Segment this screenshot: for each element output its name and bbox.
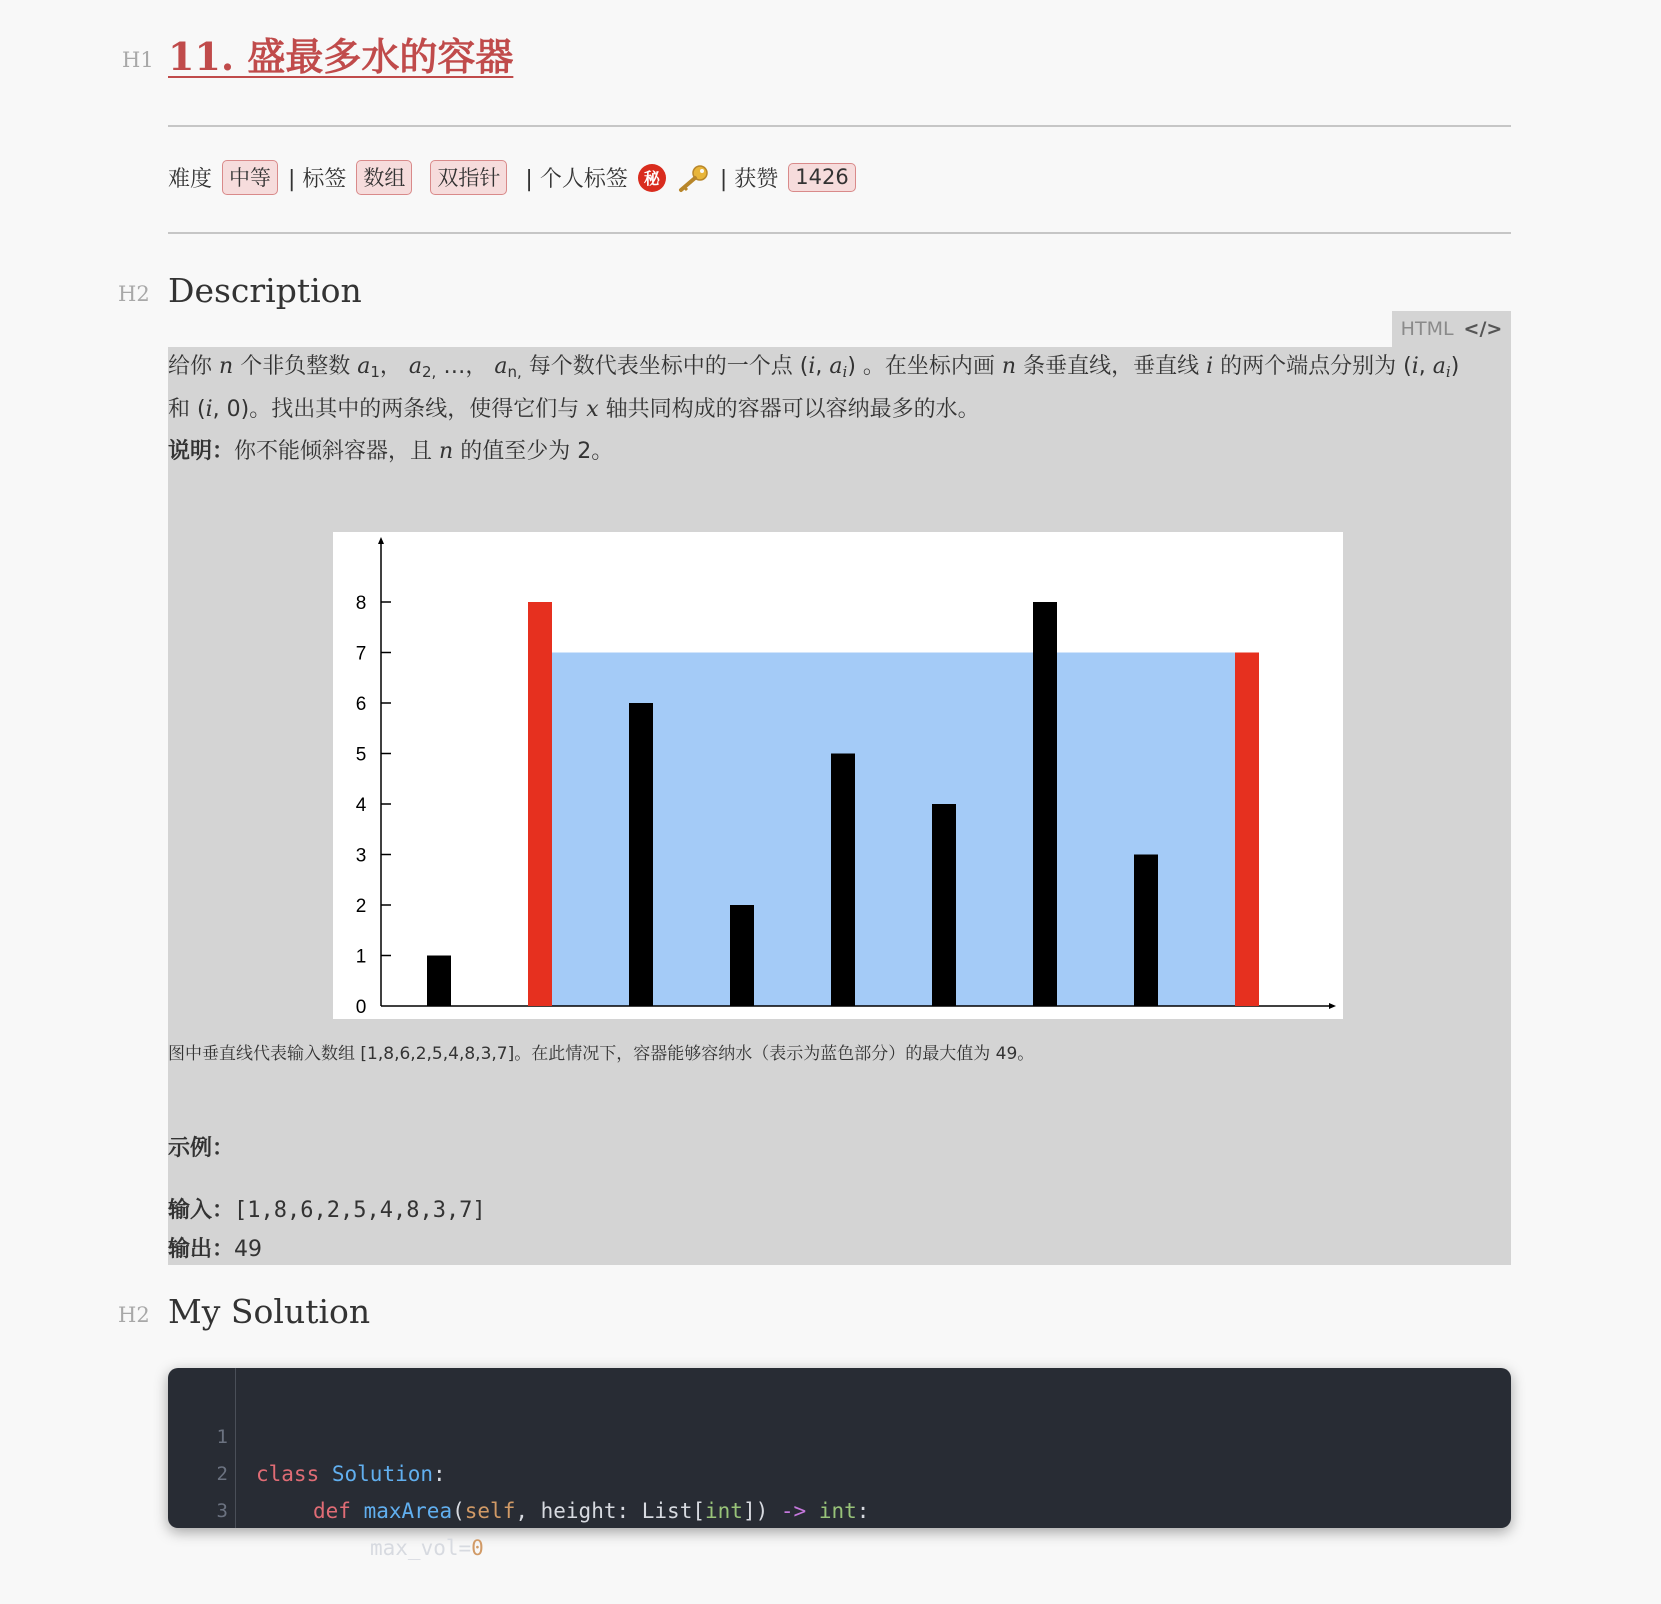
h2-marker-description: H2 bbox=[118, 282, 150, 306]
y-tick-label: 1 bbox=[355, 946, 367, 968]
note-label: 说明： bbox=[168, 439, 235, 464]
x-axis-arrow bbox=[1329, 1003, 1336, 1009]
likes-count: 1426 bbox=[788, 163, 855, 192]
bar-2 bbox=[528, 602, 552, 1006]
html-button-label: HTML bbox=[1400, 318, 1454, 340]
code-line-2: 2 def maxArea(self, height: List[int]) -> int: bbox=[216, 1463, 870, 1523]
key-icon bbox=[676, 164, 710, 192]
h1-marker: H1 bbox=[122, 48, 154, 72]
y-axis-arrow bbox=[378, 537, 384, 544]
y-tick-label: 5 bbox=[355, 744, 367, 766]
meta-bar bbox=[168, 160, 856, 195]
bar-1 bbox=[427, 956, 451, 1007]
secret-badge-icon: 秘 bbox=[638, 164, 666, 192]
bar-4 bbox=[730, 905, 754, 1006]
y-tick-label: 3 bbox=[355, 845, 367, 867]
y-tick-label: 4 bbox=[355, 795, 367, 816]
page-title[interactable]: 11. 盛最多水的容器 bbox=[168, 34, 514, 79]
difficulty-label: 难度 bbox=[168, 167, 213, 192]
y-tick-label: 8 bbox=[355, 593, 367, 614]
y-tick-label: 0 bbox=[355, 997, 367, 1018]
likes-label: | 获赞 bbox=[719, 167, 779, 192]
bar-chart bbox=[333, 532, 1343, 1019]
tag-two-pointers[interactable]: 双指针 bbox=[430, 160, 507, 195]
code-icon: </> bbox=[1463, 318, 1503, 340]
example-label: 示例： bbox=[168, 1136, 235, 1161]
personal-tags-label: | 个人标签 bbox=[525, 167, 628, 192]
code-line-1: 1 class Solution: bbox=[216, 1426, 446, 1486]
tags-label: | 标签 bbox=[288, 167, 347, 192]
code-block[interactable] bbox=[168, 1368, 1511, 1560]
y-tick-label: 7 bbox=[355, 643, 367, 665]
description-heading: Description bbox=[168, 271, 362, 310]
difficulty-tag[interactable]: 中等 bbox=[222, 160, 278, 195]
tag-array[interactable]: 数组 bbox=[356, 160, 412, 195]
code-line-3: 3 max_vol=0 bbox=[216, 1500, 484, 1560]
solution-heading: My Solution bbox=[168, 1292, 371, 1331]
container-chart bbox=[333, 532, 1343, 1019]
example-output: 输出：49 bbox=[168, 1237, 263, 1262]
bar-6 bbox=[932, 804, 956, 1006]
divider-top bbox=[168, 125, 1511, 127]
y-tick-label: 2 bbox=[355, 896, 367, 917]
description-note: 说明：你不能倾斜容器，且 n 的值至少为 2。 bbox=[168, 439, 614, 464]
description-paragraph: 给你 n 个非负整数 $a_1$， $a_{2,}$ …， $a_{n,}$ 每个数代表坐标中的一个点 (i, $a_i$) 。在坐标内画 n 条垂直线，垂直线 i 的两个端点分别为 (i, $a_i$) 和 (i, 0)。找出其中的两条线，使得它们与 x 轴共同构成的容器可以容纳最多的水。 bbox=[168, 354, 1460, 422]
example-input: 输入：[1,8,6,2,5,4,8,3,7] bbox=[168, 1198, 486, 1223]
bar-9 bbox=[1235, 653, 1259, 1007]
bar-5 bbox=[831, 754, 855, 1007]
bar-8 bbox=[1134, 855, 1158, 1007]
y-tick-label: 6 bbox=[355, 694, 367, 715]
bar-3 bbox=[629, 703, 653, 1006]
water-area bbox=[552, 653, 1235, 1007]
html-source-button[interactable] bbox=[1392, 311, 1511, 347]
divider-bottom bbox=[168, 232, 1511, 234]
chart-caption: 图中垂直线代表输入数组 [1,8,6,2,5,4,8,3,7]。在此情况下，容器能够容纳水（表示为蓝色部分）的最大值为 49。 bbox=[168, 1044, 1035, 1064]
h2-marker-solution: H2 bbox=[118, 1303, 150, 1327]
bar-7 bbox=[1033, 602, 1057, 1006]
